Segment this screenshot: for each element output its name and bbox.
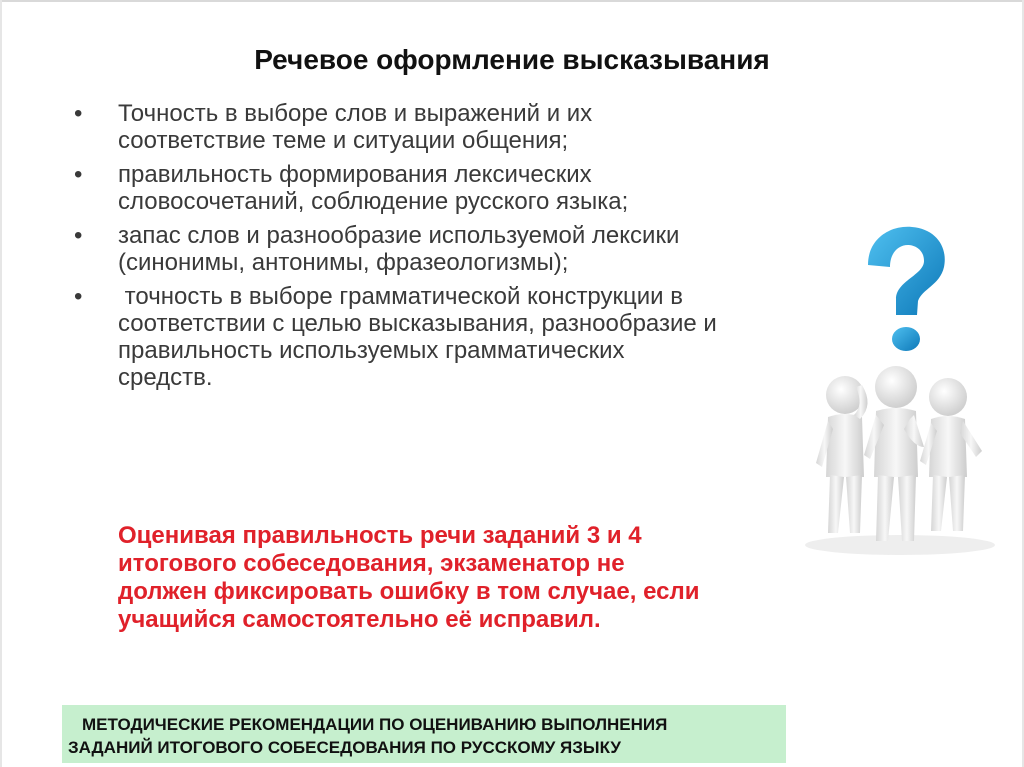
bullet-item: [74, 100, 718, 154]
question-people-icon: [800, 215, 1000, 560]
bullet-dot: •: [74, 222, 83, 249]
figure-left: [816, 376, 868, 533]
footer-line-2: ЗАДАНИЙ ИТОГОВОГО СОБЕСЕДОВАНИЯ ПО РУССКОМУ ЯЗЫКУ: [68, 738, 621, 757]
bullet-text: точность в выборе грамматической конструкции в соответствии с целью высказывания, разнообразие и правильность используемых грамматических средств.: [118, 283, 724, 391]
bullet-dot: •: [74, 161, 83, 188]
slide-frame-top: [0, 0, 1024, 2]
question-mark-icon: [868, 227, 945, 351]
bullet-list: [74, 100, 724, 398]
footer-banner: [62, 705, 786, 763]
bullet-text: правильность формирования лексических словосочетаний, соблюдение русского языка;: [118, 161, 629, 215]
bullet-dot: •: [74, 283, 83, 310]
slide-title: Речевое оформление высказывания: [254, 44, 770, 75]
bullet-item: [74, 161, 718, 215]
examiner-note: Оценивая правильность речи заданий 3 и 4 итогового собеседования, экзаменатор не должен фиксировать ошибку в том случае, если учащийся самостоятельно её исправил.: [118, 522, 700, 633]
thinking-people-illustration: [800, 215, 1000, 560]
figure-middle: [864, 366, 924, 541]
bullet-text: запас слов и разнообразие используемой лексики (синонимы, антонимы, фразеологизмы);: [118, 222, 680, 276]
footer-line-1: МЕТОДИЧЕСКИЕ РЕКОМЕНДАЦИИ ПО ОЦЕНИВАНИЮ ВЫПОЛНЕНИЯ: [82, 715, 668, 734]
bullet-item: [74, 222, 718, 276]
bullet-dot: •: [74, 100, 83, 127]
slide-frame-left: [0, 0, 2, 767]
bullet-text: Точность в выборе слов и выражений и их соответствие теме и ситуации общения;: [118, 100, 593, 154]
figure-right: [920, 378, 982, 531]
bullet-item: [74, 283, 724, 391]
